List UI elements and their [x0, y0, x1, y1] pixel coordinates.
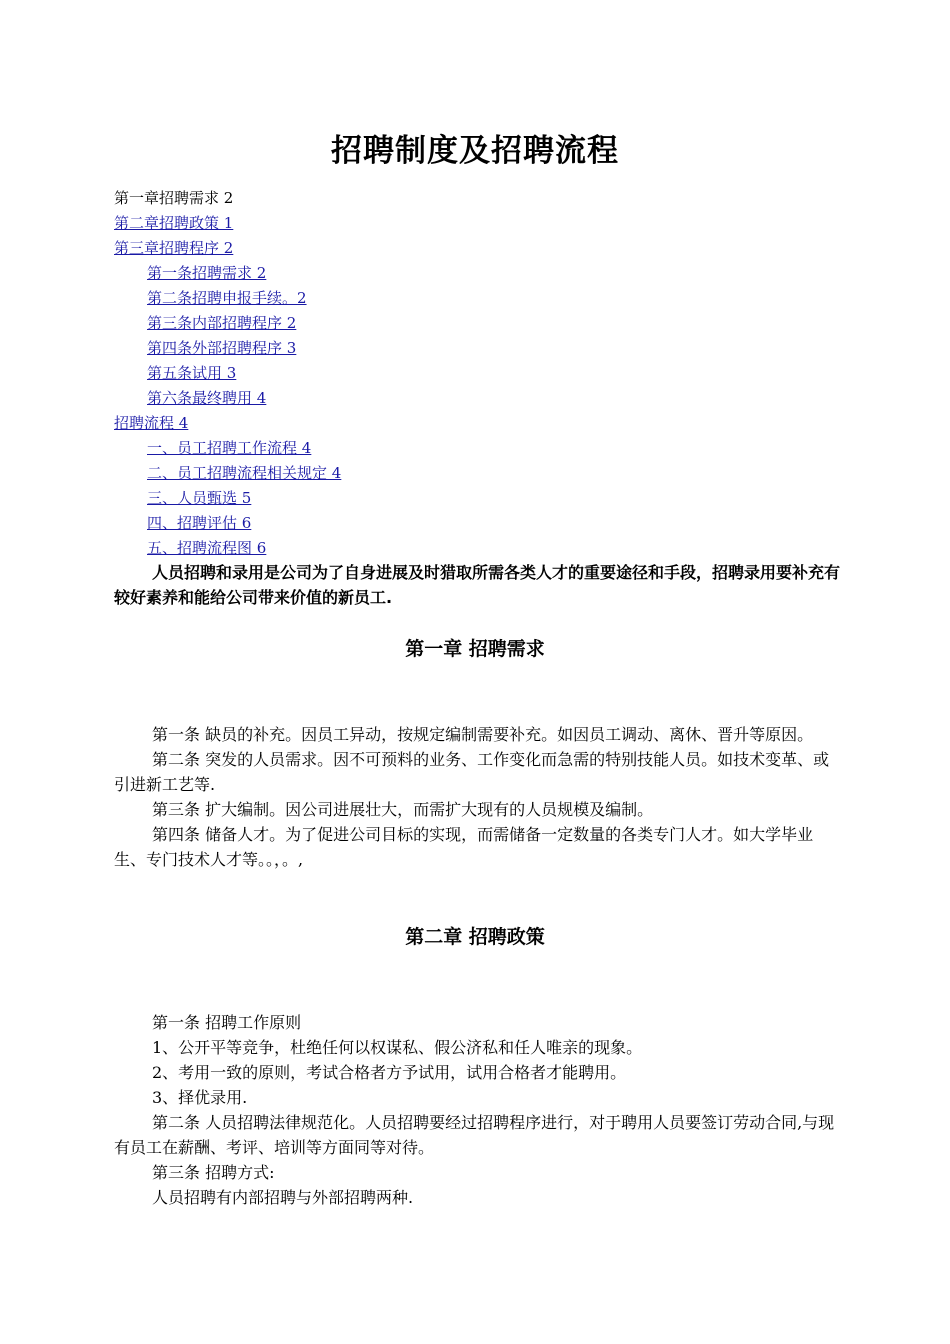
toc-item[interactable] — [114, 236, 854, 261]
toc-link[interactable]: 三、人员甄选 5 — [147, 489, 252, 507]
toc-item[interactable] — [114, 336, 854, 361]
table-of-contents — [114, 186, 854, 561]
paragraph: 人员招聘有内部招聘与外部招聘两种. — [152, 1188, 414, 1207]
toc-item[interactable] — [114, 286, 854, 311]
paragraph: 第四条 储备人才。为了促进公司目标的实现，而需储备一定数量的各类专门人才。如大学毕业生、专门技术人才等。。，。, — [114, 825, 814, 869]
toc-link[interactable]: 第六条最终聘用 4 — [147, 389, 267, 407]
paragraph: 3、择优录用. — [152, 1088, 248, 1107]
paragraph: 第一条 招聘工作原则 — [152, 1013, 302, 1032]
chapter2-body — [114, 1010, 844, 1210]
paragraph: 第二条 突发的人员需求。因不可预料的业务、工作变化而急需的特别技能人员。如技术变革、或引进新工艺等. — [114, 750, 830, 794]
document-title: 招聘制度及招聘流程 — [331, 133, 619, 169]
toc-link[interactable]: 四、招聘评估 6 — [147, 514, 252, 532]
toc-link[interactable]: 二、员工招聘流程相关规定 4 — [147, 464, 342, 482]
paragraph: 1、公开平等竞争，杜绝任何以权谋私、假公济私和任人唯亲的现象。 — [152, 1038, 643, 1057]
toc-item[interactable] — [114, 411, 854, 436]
toc-link[interactable]: 招聘流程 4 — [114, 414, 189, 432]
chapter2-heading: 第二章 招聘政策 — [405, 926, 545, 948]
toc-link[interactable]: 第五条试用 3 — [147, 364, 237, 382]
toc-item[interactable] — [114, 436, 854, 461]
paragraph: 第一条 缺员的补充。因员工异动，按规定编制需要补充。如因员工调动、离休、晋升等原因。 — [152, 725, 814, 744]
toc-link[interactable]: 一、员工招聘工作流程 4 — [147, 439, 312, 457]
toc-item — [114, 186, 854, 211]
intro-paragraph: 人员招聘和录用是公司为了自身进展及时猎取所需各类人才的重要途径和手段，招聘录用要补充有较好素养和能给公司带来价值的新员工. — [114, 563, 841, 607]
toc-item-text: 第一章招聘需求 2 — [114, 189, 234, 207]
toc-link[interactable]: 第四条外部招聘程序 3 — [147, 339, 297, 357]
toc-item[interactable] — [114, 511, 854, 536]
toc-link[interactable]: 第一条招聘需求 2 — [147, 264, 267, 282]
toc-item[interactable] — [114, 211, 854, 236]
toc-item[interactable] — [114, 536, 854, 561]
paragraph: 2、考用一致的原则，考试合格者方予试用，试用合格者才能聘用。 — [152, 1063, 627, 1082]
toc-item[interactable] — [114, 311, 854, 336]
toc-link[interactable]: 第二条招聘申报手续。2 — [147, 289, 307, 307]
toc-item[interactable] — [114, 486, 854, 511]
toc-item[interactable] — [114, 461, 854, 486]
toc-item[interactable] — [114, 261, 854, 286]
toc-link[interactable]: 五、招聘流程图 6 — [147, 539, 267, 557]
paragraph: 第三条 扩大编制。因公司进展壮大，而需扩大现有的人员规模及编制。 — [152, 800, 654, 819]
paragraph: 第二条 人员招聘法律规范化。人员招聘要经过招聘程序进行，对于聘用人员要签订劳动合同,与现有员工在薪酬、考评、培训等方面同等对待。 — [114, 1113, 835, 1157]
toc-link[interactable]: 第三条内部招聘程序 2 — [147, 314, 297, 332]
toc-item[interactable] — [114, 386, 854, 411]
paragraph: 第三条 招聘方式: — [152, 1163, 275, 1182]
chapter1-body — [114, 722, 844, 872]
toc-link[interactable]: 第二章招聘政策 1 — [114, 214, 234, 232]
toc-link[interactable]: 第三章招聘程序 2 — [114, 239, 234, 257]
toc-item[interactable] — [114, 361, 854, 386]
chapter1-heading: 第一章 招聘需求 — [405, 638, 545, 660]
